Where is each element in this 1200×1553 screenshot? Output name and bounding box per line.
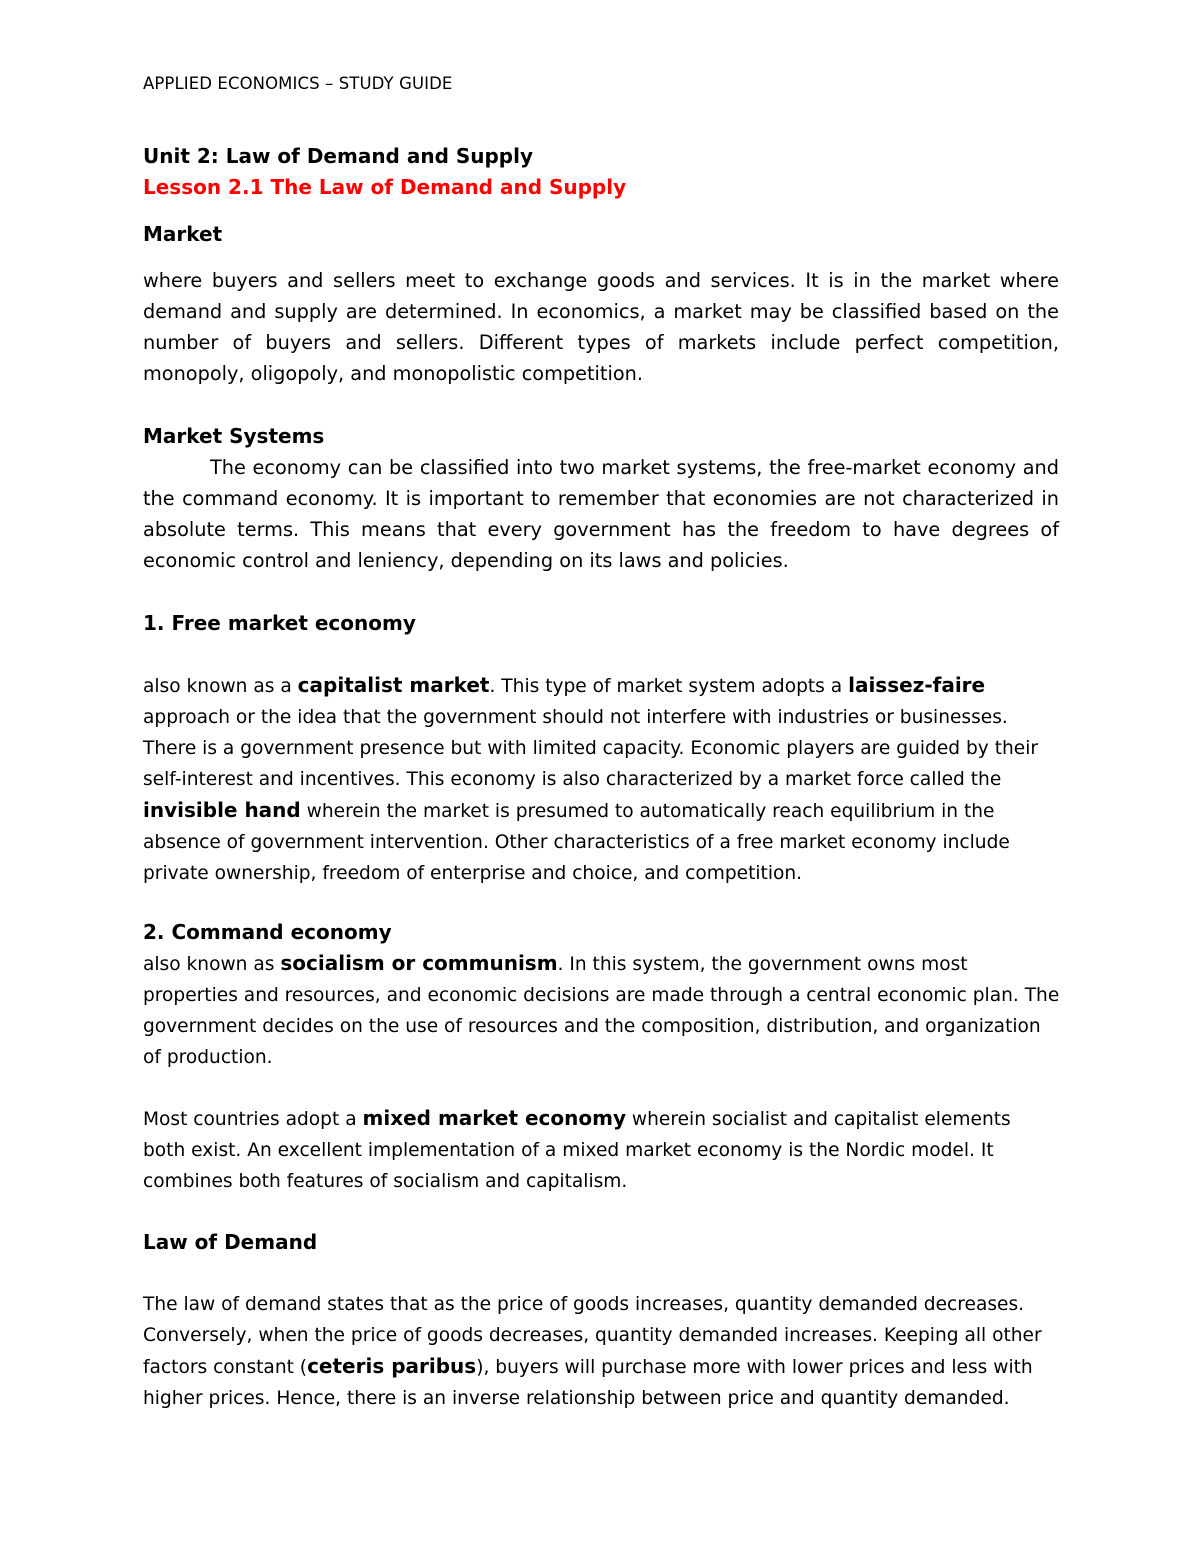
term-ceteris-paribus: ceteris paribus [307,1354,477,1378]
term-invisible-hand: invisible hand [143,798,301,822]
market-systems-paragraph: The economy can be classified into two market systems, the free-market economy and the command economy. It is important to remember that economies are not characterized in absolute terms. This means that every government has the freedom to have degrees of economic control and leniency, depending on its laws and policies. [143,456,1059,572]
term-socialism-or-communism: socialism or communism [280,951,558,975]
command-economy-heading: 2. Command economy [143,920,392,944]
lesson-title: Lesson 2.1 The Law of Demand and Supply [143,175,627,199]
mixed-economy-paragraph: Most countries adopt a mixed market economy wherein socialist and capitalist elements both exist. An excellent implementation of a mixed market economy is the Nordic model. It combines both features of socialism and capitalism. [143,1106,1011,1192]
term-mixed-market-economy: mixed market economy [362,1106,627,1130]
term-laissez-faire: laissez-faire [848,673,986,697]
free-market-heading: 1. Free market economy [143,611,416,635]
command-economy-paragraph: also known as socialism or communism. In this system, the government owns most properties and resources, and economic decisions are made through a central economic plan. The government decides on the use of resources and the composition, distribution, and organization of production. [143,951,1060,1068]
law-of-demand-heading: Law of Demand [143,1230,318,1254]
market-paragraph: where buyers and sellers meet to exchange goods and services. It is in the market where demand and supply are determined. In economics, a market may be classified based on the number of buyers and sellers. Different types of markets include perfect competition, monopoly, oligopoly, and monopolistic competition. [143,269,1059,385]
market-systems-heading: Market Systems [143,424,325,448]
running-header: APPLIED ECONOMICS – STUDY GUIDE [143,74,453,93]
unit-title: Unit 2: Law of Demand and Supply [143,144,534,168]
term-capitalist-market: capitalist market [297,673,490,697]
market-heading: Market [143,222,223,246]
law-of-demand-paragraph: The law of demand states that as the price of goods increases, quantity demanded decreases. Conversely, when the price of goods decreases, quantity demanded increases. Keeping all other factors constant (ceteris paribus), buyers will purchase more with lower prices and less with higher prices. Hence, there is an inverse relationship between price and quantity demanded. [143,1294,1042,1409]
free-market-paragraph: also known as a capitalist market. This type of market system adopts a laissez-faire approach or the idea that the government should not interfere with industries or businesses. There is a government presence but with limited capacity. Economic players are guided by their self-interest and incentives. This economy is also characterized by a market force called the invisible hand wherein the market is presumed to automatically reach equilibrium in the absence of government intervention. Other characteristics of a free market economy include private ownership, freedom of enterprise and choice, and competition. [143,673,1039,884]
